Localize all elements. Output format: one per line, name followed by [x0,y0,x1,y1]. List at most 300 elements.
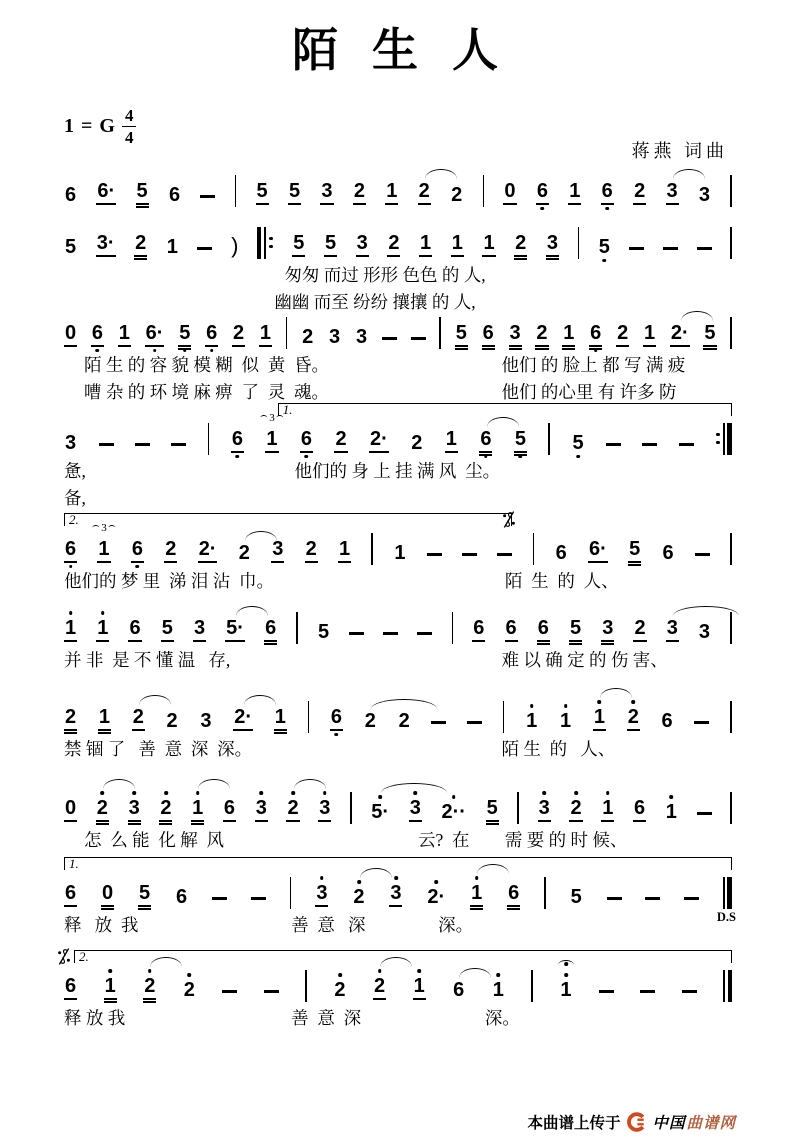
dash-note [251,897,266,900]
note [64,618,77,642]
note-number: 6 [633,798,646,822]
dash-note [431,721,446,724]
note [118,323,131,347]
repeat-dots [715,433,721,445]
note-row [64,521,732,565]
meter-numerator: 4 [122,107,137,127]
note [385,181,398,205]
lyric-row [64,376,732,403]
note [698,622,711,642]
bar-line [503,701,505,733]
note [317,622,330,642]
bar-line [544,877,546,909]
note [628,539,641,563]
note-number: 2 [373,976,386,1000]
note [338,539,351,563]
note-number: 6 [176,885,188,908]
note [355,327,368,347]
note-number: 6 [589,323,602,347]
note [183,980,196,1000]
note [413,976,426,1000]
note [138,883,151,907]
note-row [64,313,732,349]
note-row [64,788,732,824]
octave-dot-above [320,876,324,880]
note-number: 5 [486,798,499,822]
note-row [64,697,732,733]
note [503,181,516,205]
octave-dot-above [417,969,421,973]
note-number: 1 [526,709,538,732]
note-number: 1 [274,707,287,731]
lyric-segment: 云? 在 [418,829,470,850]
note [492,980,505,1000]
note [333,980,346,1000]
bar-line [531,970,533,1002]
note-number: 0 [64,323,77,347]
note [525,711,538,731]
note-number: 6 [65,183,77,206]
music-system [64,313,732,403]
note [238,543,251,563]
slur-arc [244,695,276,705]
note [64,185,77,205]
site-name [652,1111,736,1133]
note [131,539,144,563]
note-number: 6 [64,539,77,563]
note-number: 1 [413,976,426,1000]
repeat-dots [268,237,274,249]
note-number: 1 [560,709,572,732]
note-number: 3 [698,620,711,643]
bar-thin [723,970,725,1002]
note [670,323,690,347]
note [286,798,299,822]
octave-dot-below [605,207,609,211]
note [470,883,483,907]
note [562,323,575,347]
note-number: 5 [455,323,468,347]
note [199,711,212,731]
lyric-row [64,286,732,313]
note-number: 2 [134,233,147,257]
note-number: 5 [598,235,610,258]
slur-arc [139,695,171,705]
note-number: 1 [470,883,483,907]
ending-bracket [64,513,512,526]
note-number: 2· [233,707,253,731]
bar-thin [264,227,266,259]
song-title: 陌生人 [292,25,532,76]
note-number: 1 [96,618,109,642]
note [418,181,431,205]
note-number: 3 [389,883,402,907]
lyric-row [64,824,732,851]
score-body [0,165,790,1029]
note [538,798,551,822]
ds-mark: D.S [716,909,736,924]
note [393,543,406,563]
slur-arc [600,688,632,698]
note [231,429,244,453]
ending-label: 1. [69,855,79,871]
note-number: 6 [64,976,77,1000]
music-system [64,697,732,760]
note [633,798,646,822]
note-number: 6· [588,539,608,563]
music-system [64,403,732,509]
octave-dot-above [670,795,674,799]
note-number: 3 [509,323,522,347]
note [598,237,611,257]
note-number: 5· [225,618,245,642]
note-number: 6 [128,618,141,642]
note [330,707,343,731]
ending-label: 1. [282,401,293,417]
music-system [64,223,732,313]
dash-note [212,897,227,900]
note-number: 2 [627,707,640,731]
note [315,883,328,907]
note-number: 1 [338,539,351,563]
note [193,618,206,642]
bar-thin [723,423,725,455]
bar-line [235,175,237,207]
bar-line [371,533,373,565]
dash-note [135,443,150,446]
bar-line [483,175,485,207]
lyric-segment: 释 放 我 [64,914,139,935]
note [264,618,277,642]
note [320,181,333,205]
note [64,798,77,822]
note-number: 5· [371,800,390,823]
bar-thick [727,423,732,455]
note-number: 6 [536,181,549,205]
note [389,883,402,907]
note-number: 1 [560,978,572,1001]
repeat-end-bar [715,423,732,455]
note-number: 5 [161,618,174,642]
slur-arc [294,779,326,789]
note [96,233,116,257]
note [514,429,527,453]
ending-bracket [278,403,732,416]
note-number: 1 [492,978,504,1001]
dash-note [349,632,364,635]
note [178,323,191,347]
bar-line [730,701,732,733]
note-number: 5 [324,233,337,257]
note-number: 6 [479,429,492,453]
ending-label: 2. [79,948,89,964]
octave-dot-above [357,880,361,884]
fermata-mark [558,960,574,970]
octave-dot-above [259,791,263,795]
note-number: 2 [633,181,646,205]
dash-note [383,632,398,635]
bar-thick [257,227,262,259]
note-number: 3 [200,709,212,732]
dash-note [222,990,237,993]
note [509,323,522,347]
note [233,707,253,731]
note-number: 2 [286,798,299,822]
note [662,543,675,563]
bar-thick [727,877,732,909]
bar-line [730,175,732,207]
note-number: 3 [315,883,328,907]
note [486,798,499,822]
note [514,233,527,257]
bar-line [517,792,519,824]
note [334,429,347,453]
note [633,181,646,205]
note [300,429,313,453]
dash-note [99,443,114,446]
note-number: 0 [503,181,516,205]
dash-note [694,721,709,724]
note [559,711,572,731]
note-number: 6 [601,181,614,205]
octave-dot-above [196,791,200,795]
dash-note [417,632,432,635]
note [288,181,301,205]
bar-line [548,423,550,455]
bar-line [730,792,732,824]
note-number: 1 [104,976,117,1000]
note-number: 2 [232,323,245,347]
note-number: 2· [369,429,389,453]
note-number: 6 [505,618,518,642]
sheet-music-page [0,26,790,1145]
site-name-black: 中国 [652,1115,686,1132]
note-number: 3 [271,539,284,563]
octave-dot-above [564,704,568,708]
closing-paren: ) [231,232,239,258]
octave-dot-above [475,876,479,880]
bar-line [350,792,352,824]
note [301,327,314,347]
note [161,618,174,642]
lyric-segment: 善 意 深 [291,914,366,935]
note-number: 3 [409,798,422,822]
note [419,233,432,257]
note [589,323,602,347]
note-number: 3 [329,325,341,348]
note-number: 2 [96,798,109,822]
note [191,798,204,822]
note-number: 6· [145,323,165,347]
note [136,181,149,205]
music-system [64,171,732,207]
note-number: 6· [96,181,116,205]
footer-upload-text: 本曲谱上传于 [527,1115,621,1132]
note [426,887,446,907]
note [507,883,520,907]
note [568,181,581,205]
note [292,233,305,257]
note [633,618,646,642]
note [455,323,468,347]
note-number: 3 [255,798,268,822]
note [451,233,464,257]
note [472,618,485,642]
meter-denominator: 4 [124,127,134,147]
music-system [64,855,736,936]
octave-dot-above [164,791,168,795]
final-bar [723,877,732,909]
note [482,323,495,347]
note-number: 6 [507,883,520,907]
site-logo-icon [626,1112,646,1132]
note [546,233,559,257]
note [387,233,400,257]
note [559,980,572,1000]
octave-dot-above [323,791,327,795]
note-number: 5 [178,323,191,347]
note [96,798,109,822]
note-number: 1 [259,323,272,347]
note [223,798,236,822]
note [164,539,177,563]
note [104,976,117,1000]
note-number: 2 [411,431,423,454]
note [305,539,318,563]
lyric-segment: 怎 么 能 化 解 风 [84,829,225,850]
octave-dot-above [452,795,456,799]
dash-note [684,897,699,900]
lyric-segment: 释 放 我 [64,1007,126,1028]
dash-note [599,990,614,993]
note [535,323,548,347]
note [666,618,679,642]
dash-note [171,443,186,446]
note-number: 6 [223,798,236,822]
note-number: 3 [698,183,711,206]
dash-note [427,553,442,556]
note [328,327,341,347]
footer [527,1111,736,1133]
bar-line [730,317,732,349]
note [274,707,287,731]
key-signature [64,107,136,146]
note-number: 3 [193,618,206,642]
bar-line [286,317,288,349]
lyric-segment: 他们的 身 上 挂 满 风 尘。 [294,460,501,481]
note [64,433,77,453]
note-number: 0 [101,883,114,907]
note-number: 3 [128,798,141,822]
note [364,711,377,731]
note-number: 6 [482,323,495,347]
note-number: 5 [569,618,582,642]
note-number: 6 [662,541,674,564]
lyric-row [64,909,732,936]
note-number: 1 [665,800,677,823]
octave-dot-above [631,700,635,704]
note [91,323,104,347]
note-number: 2 [238,541,250,564]
note-row [64,223,732,259]
octave-dot-above [574,791,578,795]
note-row [64,873,736,924]
lyric-segment: 他们 的心里 有 许多 防 [501,381,677,402]
bar-line [452,612,454,644]
lyric-row [64,733,732,760]
note-number: 1 [482,233,495,257]
note-number: 5 [65,235,77,258]
note-number: 2· [670,323,690,347]
slur-arc [681,311,713,321]
note [205,323,218,347]
note [198,539,218,563]
note-number: 1 [568,181,581,205]
lyric-row [64,565,732,592]
note [373,976,386,1000]
note-row [64,411,732,455]
note-number: 1 [64,618,77,642]
note-number: 5 [318,620,330,643]
lyric-row [64,349,732,376]
note-number: 1 [593,707,606,731]
note-number: 1 [643,323,656,347]
note-number: 2 [514,233,527,257]
note-number: 2 [334,978,346,1001]
dash-note [679,443,694,446]
key-name: G [99,114,115,137]
lyric-segment: 深。 [438,914,474,935]
note-number: 2 [183,978,195,1001]
note-number: 2 [64,707,77,731]
music-system [64,608,732,671]
note-number: 1 [191,798,204,822]
note [569,798,582,822]
note-number: 5 [514,429,527,453]
lyric-segment: 他们的 梦 里 涕 泪 沾 巾。 [64,570,274,591]
note-number: 6 [537,618,550,642]
composer-credit: 蒋燕 词曲 [631,140,728,161]
lyric-segment: 陌 生 的 容 貌 模 糊 似 黄 昏。 [84,354,330,375]
note-number: 2 [418,181,431,205]
note [265,411,278,453]
note-number: 2 [159,798,172,822]
slur-arc [487,417,519,427]
octave-dot-above [542,791,546,795]
octave-dot-above [564,973,568,977]
note [64,707,77,731]
dash-note [682,990,697,993]
slur-arc [198,779,230,789]
note [482,233,495,257]
bar-line [208,423,210,455]
note-number: 2 [353,885,365,908]
note [369,429,389,453]
note [445,429,458,453]
lyric-row [64,644,732,671]
note-number: 3 [546,233,559,257]
note-number: 6 [555,541,567,564]
dash-note [607,897,622,900]
note [225,618,245,642]
note-number: 5 [136,181,149,205]
note-number: 6 [264,618,277,642]
note-number: 5 [256,181,269,205]
note-number: 3· [96,233,116,257]
octave-dot-above [291,791,295,795]
note [588,539,608,563]
note-number: 5 [703,323,716,347]
